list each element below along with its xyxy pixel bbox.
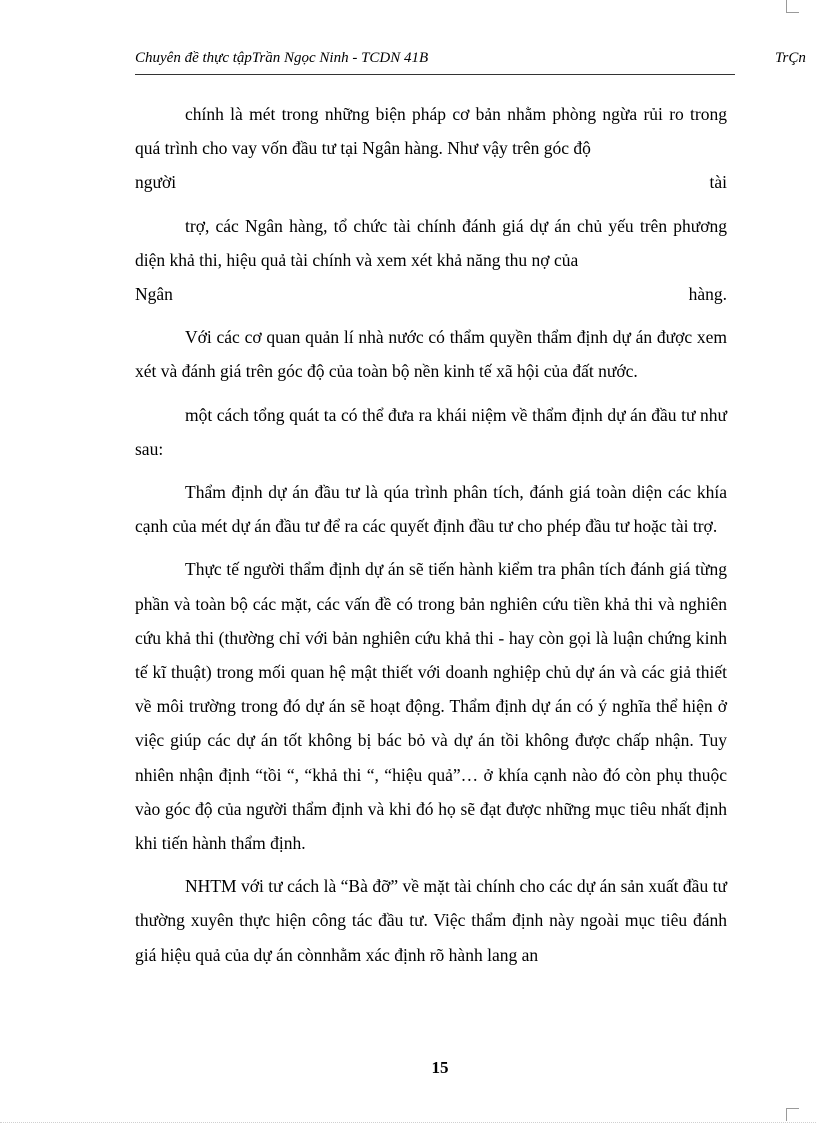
paragraph-6: Thực tế người thẩm định dự án sẽ tiến hành kiểm tra phân tích đánh giá từng phần và toàn bộ các mặt, các vấn đề có trong bản nghiên cứu tiền khả thi và nghiên cứu khả thi (thường chỉ với bản nghiên cứu khả thi - hay còn gọi là luận chứng kinh tế kĩ thuật) trong mối quan hệ mật thiết với doanh nghiệp chủ dự án và các giả thiết về môi trường trong đó dự án sẽ hoạt động. Thẩm định dự án có ý nghĩa thể hiện ở việc giúp các dự án tốt không bị bác bỏ và dự án tồi không được chấp nhận. Tuy nhiên nhận định “tồi “, “khả thi “, “hiệu quả”… ở khía cạnh nào đó còn phụ thuộc vào góc độ của người thẩm định và khi đó họ sẽ đạt được những mục tiêu nhất định khi tiến hành thẩm định. bbox=[135, 559, 727, 854]
header-author-short: TrÇn bbox=[775, 50, 806, 66]
paragraph-1-text: chính là mét trong những biện pháp cơ bản nhằm phòng ngừa rủi ro trong quá trình cho vay vốn đầu tư tại Ngân hàng. Như vậy trên góc độ bbox=[135, 104, 727, 159]
paragraph-2 bbox=[135, 209, 727, 277]
page-corner-mark-bottom bbox=[786, 1108, 799, 1121]
page-corner-mark-top bbox=[786, 0, 799, 13]
paragraph-2-text: trợ, các Ngân hàng, tổ chức tài chính đánh giá dự án chủ yếu trên phương diện khả thi, hiệu quả tài chính và xem xét khả năng thu nợ của bbox=[135, 215, 727, 270]
paragraph-7: NHTM với tư cách là “Bà đỡ” về mặt tài chính cho các dự án sản xuất đầu tư thường xuyên thực hiện công tác đầu tư. Việc thẩm định này ngoài mục tiêu đánh giá hiệu quả của dự án cònnhằm xác định rõ hành lang an bbox=[135, 876, 727, 965]
paragraph-2-last-word-left: Ngân bbox=[135, 284, 173, 305]
paragraph-1-last-word-right: tài bbox=[709, 172, 727, 193]
paragraph-2-last-line bbox=[135, 277, 727, 311]
running-header bbox=[135, 48, 806, 75]
page-number: 15 bbox=[431, 1058, 449, 1077]
paragraph-4: một cách tổng quát ta có thể đưa ra khái niệm về thẩm định dự án đầu tư như sau: bbox=[135, 404, 727, 459]
paragraph-3: Với các cơ quan quản lí nhà nước có thẩm quyền thẩm định dự án được xem xét và đánh giá trên góc độ của toàn bộ nền kinh tế xã hội của đất nước. bbox=[135, 327, 727, 382]
paragraph-5: Thẩm định dự án đầu tư là qúa trình phân tích, đánh giá toàn diện các khía cạnh của mét dự án đầu tư để ra các quyết định đầu tư cho phép đầu tư hoặc tài trợ. bbox=[135, 482, 727, 537]
header-title: Chuyên đề thực tậpTrần Ngọc Ninh - TCDN 41B bbox=[135, 50, 429, 66]
paragraph-1-last-word-left: người bbox=[135, 172, 177, 193]
paragraph-1 bbox=[135, 97, 727, 165]
paragraph-2-last-word-right: hàng. bbox=[688, 284, 727, 305]
document-body bbox=[135, 97, 727, 981]
paragraph-1-last-line bbox=[135, 165, 727, 199]
